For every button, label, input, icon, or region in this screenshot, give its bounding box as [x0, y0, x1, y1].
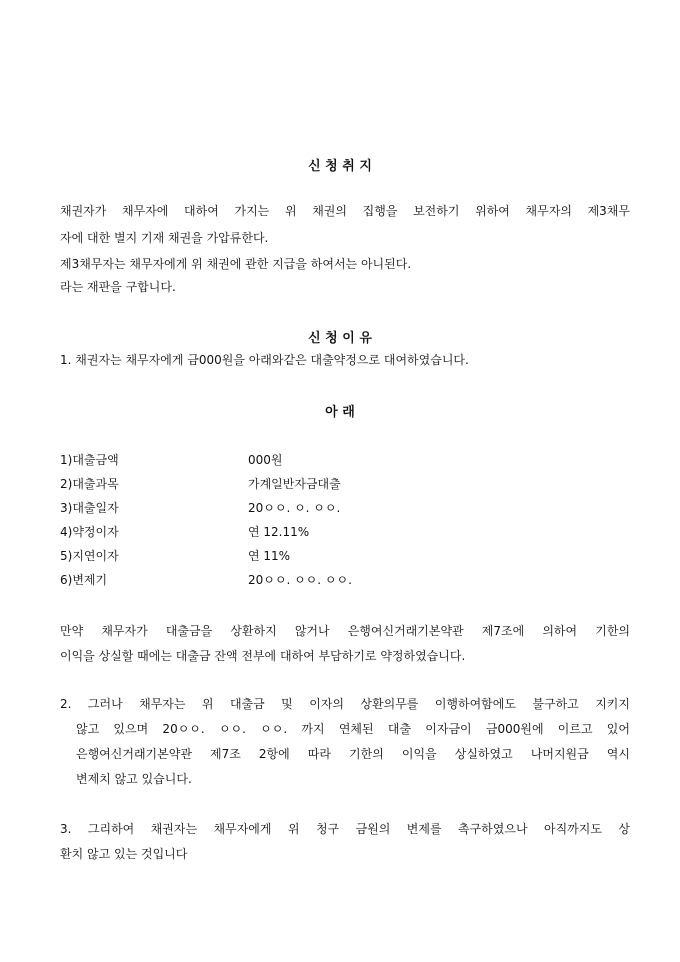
- reason-3-line-2: 환치 않고 있는 것입니다: [60, 847, 188, 861]
- reason-2-line-2: 않고 있으며 20ㅇㅇ. ㅇㅇ. ㅇㅇ. 까지 연체된 대출 이자금이 금000원에 이르고 있어: [76, 722, 630, 736]
- detail-row: [60, 500, 620, 516]
- reason-2-line-1: 2. 그러나 채무자는 위 대출금 및 이자의 상환의무를 이행하여함에도 불구하고 지키지: [60, 697, 630, 711]
- detail-value: 연 12.11%: [248, 525, 310, 539]
- purpose-line-4: 라는 재판을 구합니다.: [60, 280, 176, 294]
- reason-3-line-1: 3. 그리하여 채권자는 채무자에게 위 청구 금원의 변제를 촉구하였으나 아직까지도 상: [60, 822, 630, 836]
- detail-value: 000원: [248, 453, 283, 467]
- purpose-line-3: 제3채무자는 채무자에게 위 채권에 관한 지급을 하여서는 아니된다.: [60, 257, 412, 271]
- heading-below: 아 래: [325, 405, 355, 420]
- detail-key: 2)대출과목: [60, 477, 119, 491]
- clause-line-2: 이익을 상실할 때에는 대출금 잔액 전부에 대하여 부담하기로 약정하였습니다.: [60, 649, 466, 663]
- detail-value: 20ㅇㅇ. ㅇ. ㅇㅇ.: [248, 501, 341, 515]
- heading-application-purpose: 신 청 취 지: [308, 159, 372, 174]
- detail-row: [60, 572, 620, 588]
- reason-2-line-3: 은행여신거래기본약관 제7조 2항에 따라 기한의 이익을 상실하였고 나머지원금 역시: [76, 747, 630, 761]
- detail-row: [60, 476, 620, 492]
- clause-line-1: 만약 채무자가 대출금을 상환하지 않거나 은행여신거래기본약관 제7조에 의하여 기한의: [60, 624, 630, 638]
- reason-2-line-4: 변제치 않고 있습니다.: [76, 772, 192, 786]
- detail-key: 4)약정이자: [60, 525, 119, 539]
- heading-application-reason: 신 청 이 유: [308, 331, 372, 346]
- detail-row: [60, 524, 620, 540]
- detail-key: 5)지연이자: [60, 549, 119, 563]
- purpose-line-2: 자에 대한 별지 기재 채권을 가압류한다.: [60, 231, 269, 245]
- purpose-line-1: 채권자가 채무자에 대하여 가지는 위 채권의 집행을 보전하기 위하여 채무자의 제3채무: [60, 204, 630, 218]
- detail-key: 1)대출금액: [60, 453, 119, 467]
- detail-key: 3)대출일자: [60, 501, 119, 515]
- detail-value: 20ㅇㅇ. ㅇㅇ. ㅇㅇ.: [248, 573, 352, 587]
- detail-row: [60, 452, 620, 468]
- detail-value: 연 11%: [248, 549, 291, 563]
- detail-value: 가계일반자금대출: [248, 477, 341, 491]
- detail-key: 6)변제기: [60, 573, 108, 587]
- reason-1: 1. 채권자는 채무자에게 금000원을 아래와같은 대출약정으로 대여하였습니다.: [60, 353, 469, 367]
- detail-row: [60, 548, 620, 564]
